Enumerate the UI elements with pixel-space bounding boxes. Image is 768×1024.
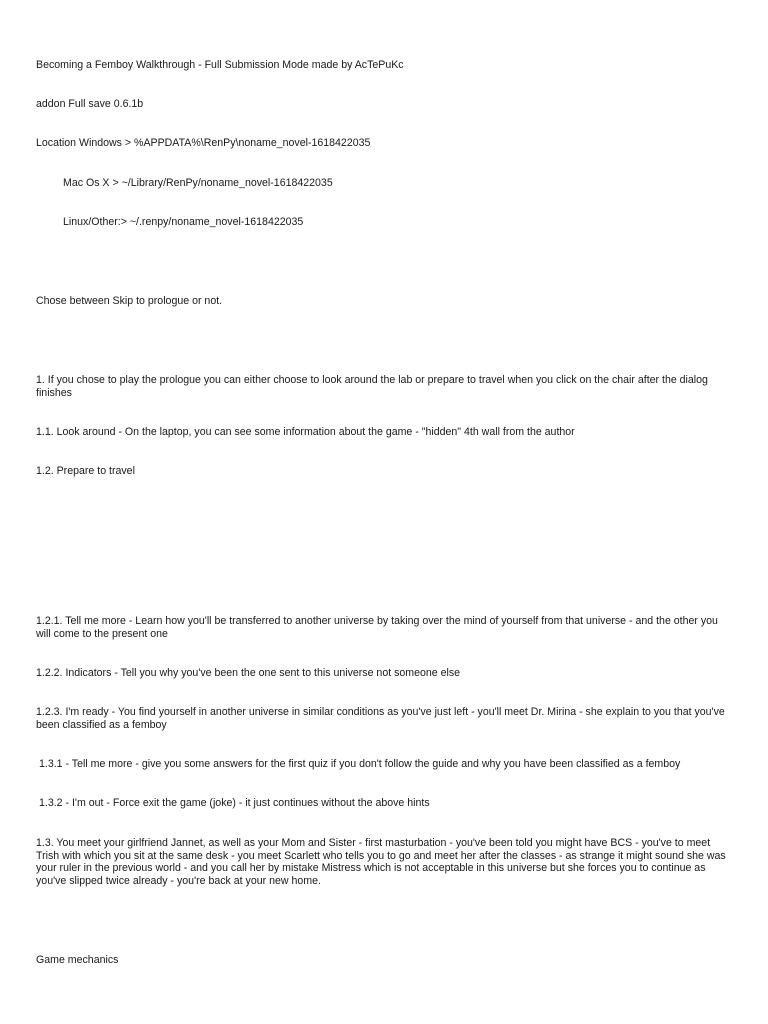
step-1-1: 1.1. Look around - On the laptop, you can see some information about the game - "hidden" 4th wall from the author xyxy=(36,426,575,438)
walkthrough-title: Becoming a Femboy Walkthrough - Full Submission Mode made by AcTePuKc xyxy=(36,59,404,71)
step-1-2-2: 1.2.2. Indicators - Tell you why you've been the one sent to this universe not someone else xyxy=(36,667,461,679)
step-1: 1. If you chose to play the prologue you can either choose to look around the lab or prepare to travel when you click on the chair after the dialog finishes xyxy=(36,374,708,399)
save-location-linux: Linux/Other:> ~/.renpy/noname_novel-1618422035 xyxy=(63,216,304,228)
step-1-3-2: 1.3.2 - I'm out - Force exit the game (joke) - it just continues without the above hints xyxy=(39,797,430,809)
save-location-mac: Mac Os X > ~/Library/RenPy/noname_novel-1618422035 xyxy=(63,177,333,189)
section-game-mechanics: Game mechanics xyxy=(36,954,119,966)
save-location-windows: Location Windows > %APPDATA%\RenPy\noname_novel-1618422035 xyxy=(36,137,371,149)
prologue-choice: Chose between Skip to prologue or not. xyxy=(36,295,223,307)
step-1-2-3: 1.2.3. I'm ready - You find yourself in another universe in similar conditions as you've just left - you'll meet Dr. Mirina - she explain to you that you've been classified as a femboy xyxy=(36,706,725,731)
addon-version: addon Full save 0.6.1b xyxy=(36,98,144,110)
step-1-2-1: 1.2.1. Tell me more - Learn how you'll be transferred to another universe by taking over the mind of yourself from that universe - and the other you will come to the present one xyxy=(36,615,718,640)
step-1-3: 1.3. You meet your girlfriend Jannet, as well as your Mom and Sister - first masturbation - you've been told you might have BCS - you've to meet Trish with which you sit at the same desk - you meet Scarlett who tells you to go and meet her after the classes - as strange it might sound she was your ruler in the previous world - and you call her by mistake Mistress which is not acceptable in this universe but she forces you to continue as you've slipped twice already - you're back at your new home. xyxy=(36,837,726,887)
step-1-2: 1.2. Prepare to travel xyxy=(36,465,135,477)
step-1-3-1: 1.3.1 - Tell me more - give you some answers for the first quiz if you don't follow the guide and why you have been classified as a femboy xyxy=(39,758,681,770)
